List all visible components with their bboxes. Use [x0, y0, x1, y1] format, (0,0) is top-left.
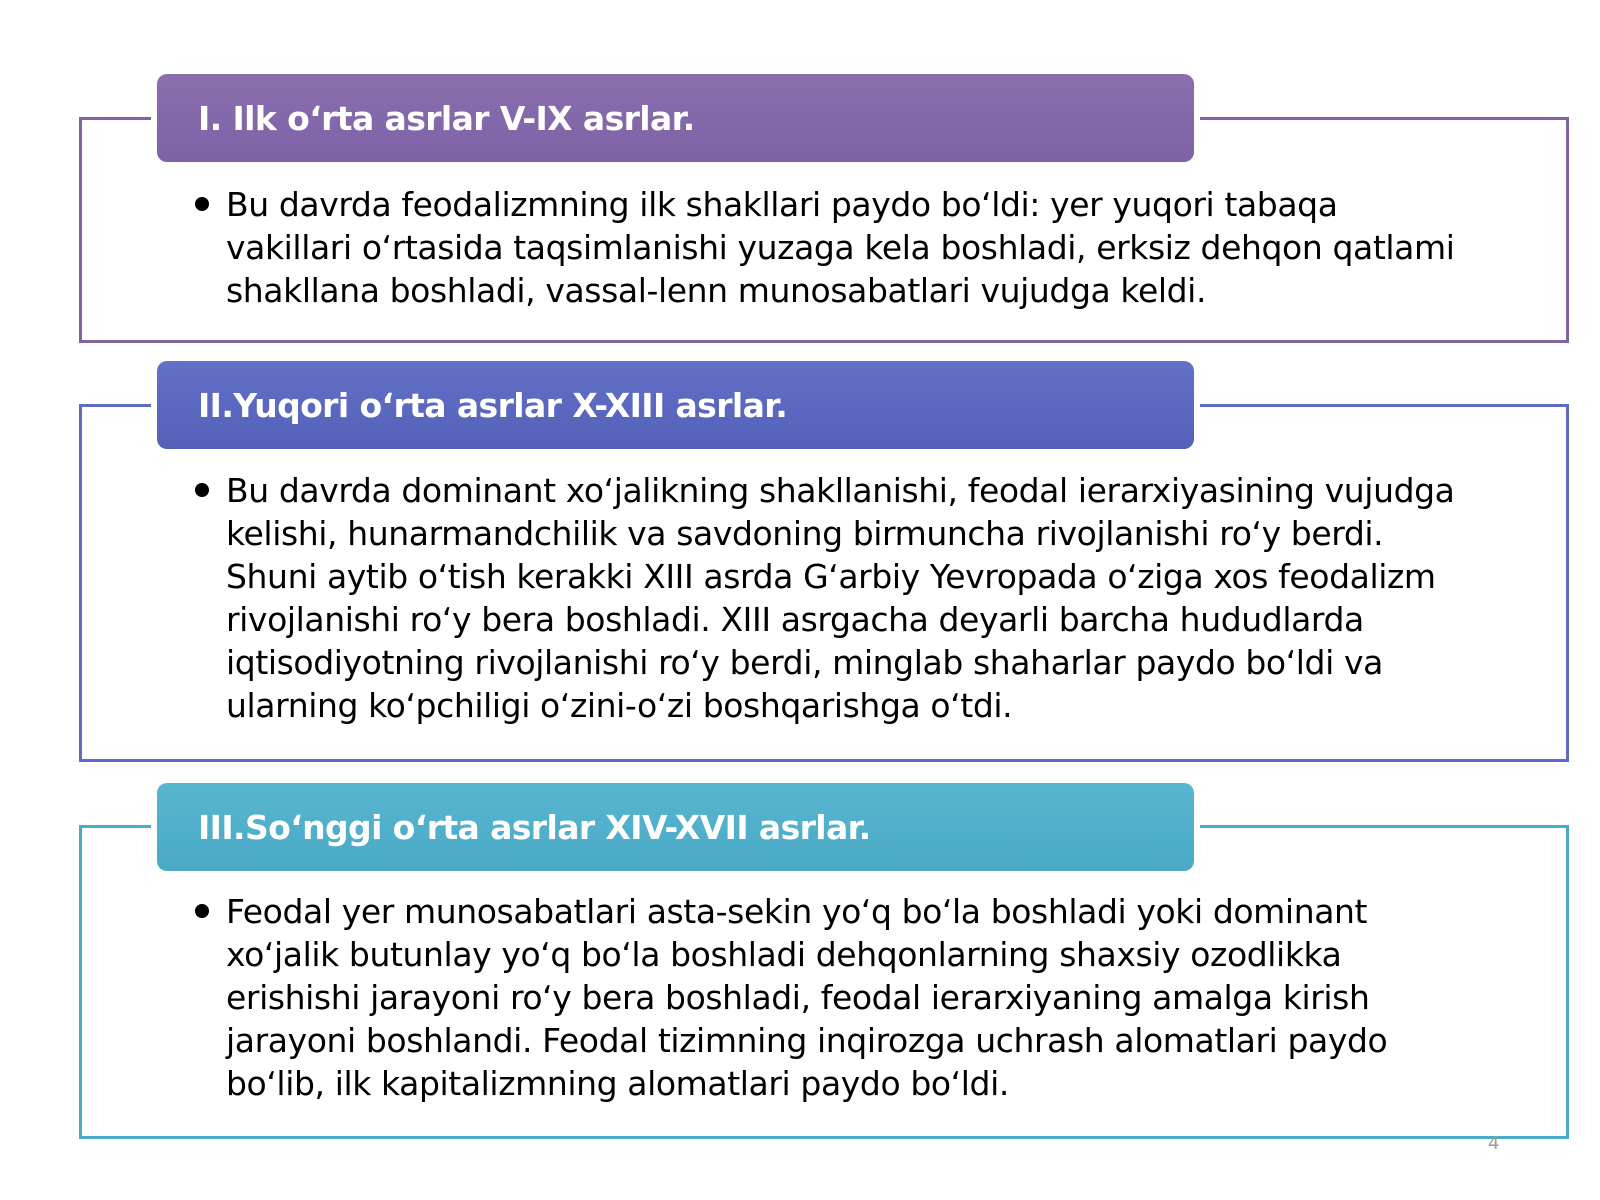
page-number: 4	[1488, 1133, 1500, 1154]
bullet-icon	[195, 904, 209, 918]
section-body	[226, 183, 1476, 312]
body-line: ularning ko‘pchiligi o‘zini-o‘zi boshqarishga o‘tdi.	[226, 686, 1013, 725]
section-header	[157, 74, 1194, 162]
body-line: rivojlanishi ro‘y bera boshladi. XIII asrgacha deyarli barcha hududlarda	[226, 600, 1364, 639]
body-line: Feodal yer munosabatlari asta-sekin yo‘q bo‘la boshladi yoki dominant	[226, 892, 1368, 931]
section-header	[157, 361, 1194, 449]
body-line: Bu davrda dominant xo‘jalikning shakllanishi, feodal ierarxiyasining vujudga	[226, 471, 1455, 510]
body-line: iqtisodiyotning rivojlanishi ro‘y berdi, minglab shaharlar paydo bo‘ldi va	[226, 643, 1383, 682]
body-line: vakillari o‘rtasida taqsimlanishi yuzaga kela boshladi, erksiz dehqon qatlami	[226, 228, 1455, 267]
bullet-icon	[195, 483, 209, 497]
body-line: Shuni aytib o‘tish kerakki XIII asrda G‘arbiy Yevropada o‘ziga xos feodalizm	[226, 557, 1436, 596]
bullet-icon	[195, 197, 209, 211]
section-title: I. Ilk o‘rta asrlar V-IX asrlar.	[198, 98, 695, 138]
section-body	[226, 469, 1476, 727]
section-header	[157, 783, 1194, 871]
body-line: Bu davrda feodalizmning ilk shakllari paydo bo‘ldi: yer yuqori tabaqa	[226, 185, 1338, 224]
body-line: erishishi jarayoni ro‘y bera boshladi, feodal ierarxiyaning amalga kirish	[226, 978, 1370, 1017]
body-line: bo‘lib, ilk kapitalizmning alomatlari paydo bo‘ldi.	[226, 1064, 1009, 1103]
body-line: jarayoni boshlandi. Feodal tizimning inqirozga uchrash alomatlari paydo	[226, 1021, 1388, 1060]
body-line: shakllana boshladi, vassal-lenn munosabatlari vujudga keldi.	[226, 271, 1207, 310]
section-title: III.So‘nggi o‘rta asrlar XIV-XVII asrlar.	[198, 807, 871, 847]
section-title: II.Yuqori o‘rta asrlar X-XIII asrlar.	[198, 385, 788, 425]
body-line: kelishi, hunarmandchilik va savdoning birmuncha rivojlanishi ro‘y berdi.	[226, 514, 1384, 553]
section-body	[226, 890, 1476, 1105]
body-line: xo‘jalik butunlay yo‘q bo‘la boshladi dehqonlarning shaxsiy ozodlikka	[226, 935, 1342, 974]
